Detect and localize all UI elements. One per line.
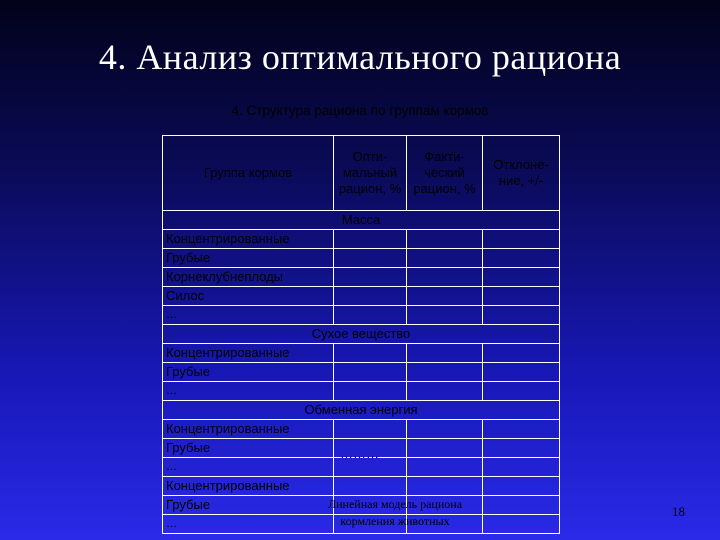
deviation-cell <box>483 249 560 268</box>
table-row <box>163 306 560 325</box>
slide-footer: Линейная модель рациона кормления животных <box>327 497 463 528</box>
feed-group-cell: Корнеклубнеплоды <box>163 268 334 287</box>
slide-title: 4. Анализ оптимального рациона <box>98 37 622 77</box>
deviation-cell <box>483 496 560 515</box>
optimal-cell <box>334 306 407 325</box>
feed-group-cell: … <box>163 382 334 401</box>
optimal-cell <box>334 344 407 363</box>
actual-cell <box>407 306 483 325</box>
section-row <box>163 325 560 344</box>
deviation-cell <box>483 382 560 401</box>
header-optimal: Опти-мальный рацион, % <box>334 136 407 211</box>
feed-group-cell: Грубые <box>163 363 334 382</box>
optimal-cell <box>334 363 407 382</box>
section-title: Масса <box>163 211 560 230</box>
deviation-cell <box>483 287 560 306</box>
optimal-cell <box>334 230 407 249</box>
table-row <box>163 477 560 496</box>
feed-group-cell: Концентрированные <box>163 477 334 496</box>
feed-group-cell: Грубые <box>163 249 334 268</box>
feed-group-cell: … <box>163 458 334 477</box>
actual-cell <box>407 439 483 458</box>
actual-cell <box>407 420 483 439</box>
optimal-cell <box>334 420 407 439</box>
feed-group-cell: Концентрированные <box>163 420 334 439</box>
feed-group-cell: Силос <box>163 287 334 306</box>
deviation-cell <box>483 458 560 477</box>
deviation-cell <box>483 420 560 439</box>
ration-structure-table <box>162 135 560 534</box>
table-row <box>163 249 560 268</box>
section-row <box>163 401 560 420</box>
actual-cell <box>407 344 483 363</box>
table-row <box>163 420 560 439</box>
feed-group-cell: … <box>163 515 334 534</box>
header-actual: Факти-ческий рацион, % <box>407 136 483 211</box>
header-group: Группа кормов <box>163 136 334 211</box>
table-row <box>163 363 560 382</box>
table-row <box>163 382 560 401</box>
continuation-dots: ……… <box>340 446 379 461</box>
feed-group-cell: … <box>163 306 334 325</box>
feed-group-cell: Грубые <box>163 496 334 515</box>
table-header-row <box>163 136 560 211</box>
deviation-cell <box>483 268 560 287</box>
deviation-cell <box>483 477 560 496</box>
section-title: Обменная энергия <box>163 401 560 420</box>
deviation-cell <box>483 439 560 458</box>
feed-group-cell: Грубые <box>163 439 334 458</box>
table-row <box>163 287 560 306</box>
deviation-cell <box>483 363 560 382</box>
deviation-cell <box>483 230 560 249</box>
optimal-cell <box>334 287 407 306</box>
section-title: Сухое вещество <box>163 325 560 344</box>
table-row <box>163 344 560 363</box>
ration-structure-table-wrap <box>162 135 559 534</box>
deviation-cell <box>483 344 560 363</box>
optimal-cell <box>334 477 407 496</box>
actual-cell <box>407 458 483 477</box>
table-row <box>163 230 560 249</box>
actual-cell <box>407 382 483 401</box>
actual-cell <box>407 249 483 268</box>
actual-cell <box>407 363 483 382</box>
page-number: 18 <box>672 504 685 519</box>
table-row <box>163 268 560 287</box>
optimal-cell <box>334 382 407 401</box>
header-deviation: Отклоне-ние, +/- <box>483 136 560 211</box>
section-row <box>163 211 560 230</box>
actual-cell <box>407 477 483 496</box>
feed-group-cell: Концентрированные <box>163 230 334 249</box>
deviation-cell <box>483 515 560 534</box>
optimal-cell <box>334 249 407 268</box>
table-caption: 4. Структура рациона по группам кормов <box>231 103 489 118</box>
deviation-cell <box>483 306 560 325</box>
feed-group-cell: Концентрированные <box>163 344 334 363</box>
actual-cell <box>407 268 483 287</box>
optimal-cell <box>334 268 407 287</box>
actual-cell <box>407 230 483 249</box>
actual-cell <box>407 287 483 306</box>
